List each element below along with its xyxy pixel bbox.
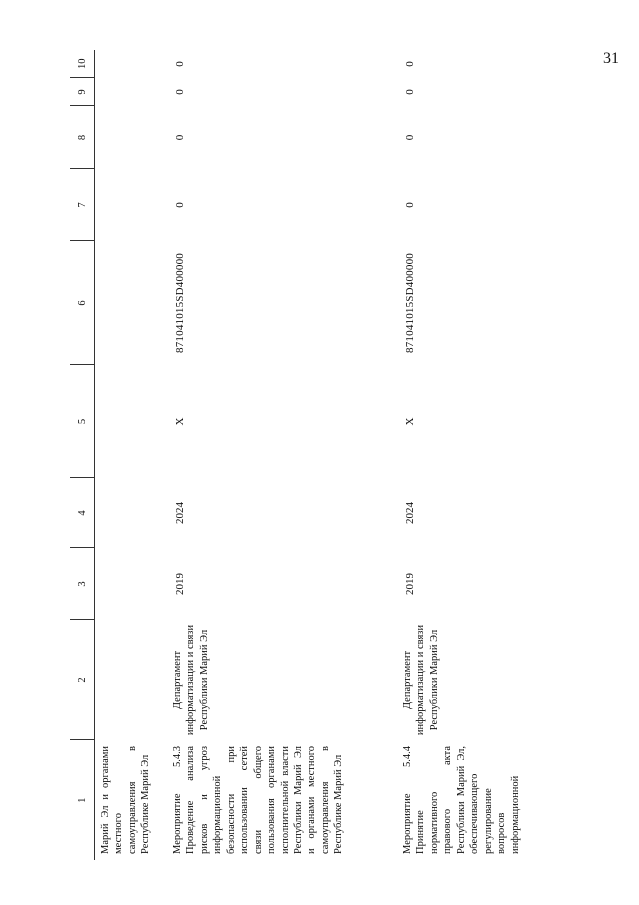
col8-cell bbox=[95, 106, 168, 169]
budget-code-cell: 871041015SD400000 bbox=[404, 253, 416, 353]
start-year-cell bbox=[95, 548, 168, 620]
col5-cell: X bbox=[404, 417, 416, 426]
executor-cell: Департамент информатизации и связи Республики Марий Эл bbox=[402, 624, 440, 736]
col5-cell bbox=[95, 365, 168, 478]
col7-cell bbox=[95, 169, 168, 241]
col10-cell: 0 bbox=[174, 61, 186, 67]
col9-cell bbox=[95, 78, 168, 106]
measure-cell: Мероприятие 5.4.4 Принятие нормативного правового акта Республики Марий Эл, обеспечивающего регулирование вопросов информационной bbox=[402, 746, 521, 854]
col-header-9: 9 bbox=[70, 78, 95, 106]
col-header-4: 4 bbox=[70, 478, 95, 548]
measure-cell: Мероприятие 5.4.3 Проведение анализа рисков и угроз информационной безопасности при использовании сетей связи общего пользования органами исполнительной власти Республики Марий Эл и органами местного самоуправления в Республике Марий Эл bbox=[172, 746, 345, 854]
end-year-cell: 2024 bbox=[174, 502, 186, 524]
col-header-6: 6 bbox=[70, 241, 95, 365]
end-year-cell bbox=[95, 478, 168, 548]
executor-cell: Департамент информатизации и связи Республики Марий Эл bbox=[172, 624, 210, 736]
col9-cell: 0 bbox=[404, 89, 416, 95]
table-row bbox=[167, 50, 397, 860]
col-header-8: 8 bbox=[70, 106, 95, 169]
col7-cell: 0 bbox=[404, 202, 416, 208]
header-row bbox=[70, 50, 95, 860]
col5-cell: X bbox=[174, 417, 186, 426]
page-number: 31 bbox=[603, 50, 619, 67]
col9-cell: 0 bbox=[174, 89, 186, 95]
table-row bbox=[397, 50, 526, 860]
table-row bbox=[95, 50, 168, 860]
rotated-table-container bbox=[70, 50, 630, 860]
col7-cell: 0 bbox=[174, 202, 186, 208]
col8-cell: 0 bbox=[404, 134, 416, 141]
col-header-10: 10 bbox=[70, 50, 95, 78]
col8-cell: 0 bbox=[174, 134, 186, 141]
executor-cell bbox=[95, 620, 168, 740]
col-header-1: 1 bbox=[70, 740, 95, 860]
budget-code-cell: 871041015SD400000 bbox=[174, 253, 186, 353]
col-header-7: 7 bbox=[70, 169, 95, 241]
measure-cell: Марий Эл и органами местного самоуправления в Республике Марий Эл bbox=[100, 746, 152, 854]
col10-cell: 0 bbox=[404, 61, 416, 67]
start-year-cell: 2019 bbox=[404, 573, 416, 595]
program-measures-table bbox=[70, 50, 526, 860]
budget-code-cell bbox=[95, 241, 168, 365]
col10-cell bbox=[95, 50, 168, 78]
end-year-cell: 2024 bbox=[404, 502, 416, 524]
start-year-cell: 2019 bbox=[174, 573, 186, 595]
col-header-2: 2 bbox=[70, 620, 95, 740]
col-header-5: 5 bbox=[70, 365, 95, 478]
col-header-3: 3 bbox=[70, 548, 95, 620]
